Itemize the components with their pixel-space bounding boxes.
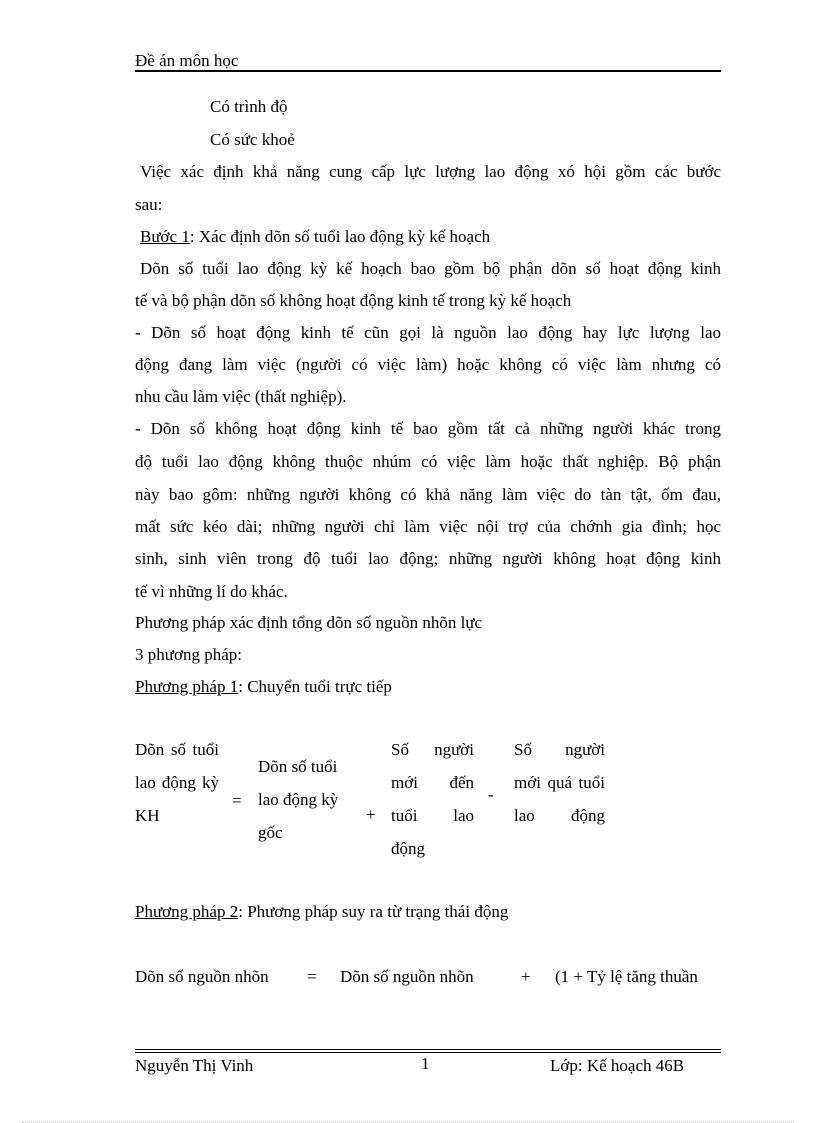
para2-line1: Dõn số tuổi lao động kỳ kế hoạch bao gồm bộ phận dõn số hoạt động kinh [140,259,721,278]
method1-text: : Chuyển tuổi trực tiếp [238,677,392,696]
footer-page-number: 1 [421,1054,430,1073]
formula1-cell-dan-so-goc: Dõn số tuổi lao động kỳ gốc [258,757,339,842]
formula1-cell-moi-qua: Số người mới quá tuổi lao động [514,740,605,825]
method2-text: : Phương pháp suy ra từ trạng thái động [238,902,509,921]
formula1-plus: + [366,805,376,824]
para3-line3: nhu cầu làm việc (thất nghiệp). [135,387,347,406]
para2-line2: tế và bộ phận dõn số không hoạt động kinh tế trong kỳ kế hoạch [135,291,572,310]
formula1-cell-moi-den: Số người mới đến tuổi lao động [391,740,474,858]
para4-line2: độ tuổi lao động không thuộc nhúm có việc làm hoặc thất nghiệp. Bộ phận [135,452,721,471]
para1-line1: Việc xác định khả năng cung cấp lực lượng lao động xó hội gồm các bước [140,162,721,181]
step1-heading [140,228,490,245]
line-suc-khoe: Có sức khoẻ [210,130,295,149]
header-title: Đề án môn học [135,51,239,70]
formula2-plus: + [521,967,531,986]
para4-line4: mất sức kéo dài; những người chỉ làm việc nội trợ của chớnh gia đình; học [135,517,721,536]
formula2-equals: = [307,967,317,986]
formula2-rhs: Dõn số nguồn nhõn [340,967,474,986]
formula1-minus: - [488,785,494,804]
method-count: 3 phương pháp: [135,645,242,664]
method1-label: Phương pháp 1 [135,677,239,696]
para3-line2: động đang làm việc (người có việc làm) hoặc không có việc làm nhưng có [135,355,721,374]
footer-class: Lớp: Kế hoạch 46B [550,1056,685,1075]
para3-line1: - Dõn số hoạt động kinh tế cũn gọi là nguồn lao động hay lực lượng lao [135,323,721,342]
method-heading: Phương pháp xác định tổng dõn số nguồn nhõn lực [135,613,483,632]
method1-heading [135,678,392,695]
step1-text: : Xác định dõn số tuổi lao động kỳ kế hoạch [189,227,491,246]
step1-label: Bước 1 [140,227,190,246]
footer-rule-bottom [135,1052,721,1053]
footer-author: Nguyễn Thị Vinh [135,1056,254,1075]
line-trinh-do: Có trình độ [210,97,288,116]
para4-line1: - Dõn số không hoạt động kinh tế bao gồm tất cả những người khác trong [135,419,721,438]
para4-line5: sinh, sinh viên trong độ tuổi lao động; những người không hoạt động kinh [135,549,721,568]
footer-rule-top [135,1049,721,1050]
header-rule [135,70,721,72]
formula1-equals: = [232,791,242,810]
formula2-tail: (1 + Tỷ lệ tăng thuần [555,967,698,986]
para4-line6: tế vì những lí do khác. [135,582,288,601]
para1-line2: sau: [135,195,163,214]
formula1-cell-dan-so-kh: Dõn số tuổi lao động kỳ KH [135,740,219,825]
method2-label: Phương pháp 2 [135,902,239,921]
para4-line3: này bao gôm: những người không có khả năng làm việc do tàn tật, ốm đau, [135,485,721,504]
method2-heading [135,903,508,920]
formula2-lhs: Dõn số nguồn nhõn [135,967,269,986]
